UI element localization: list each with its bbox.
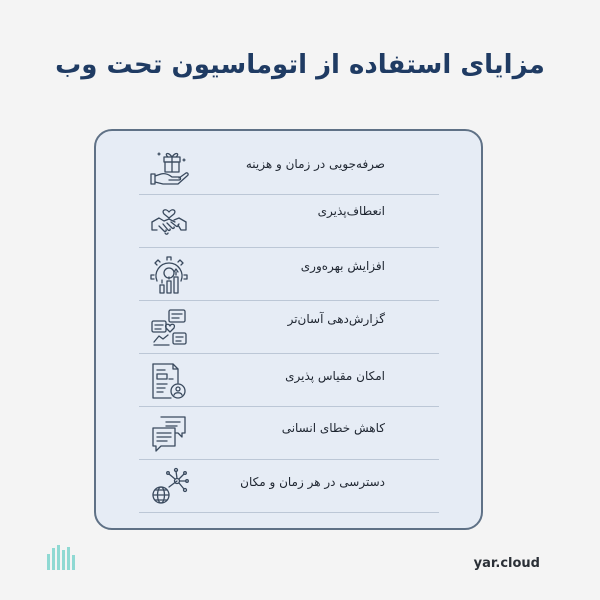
benefit-row-anywhere-access <box>139 459 439 513</box>
page-title: مزایای استفاده از اتوماسیون تحت وب <box>55 50 545 80</box>
benefit-row-flexibility <box>139 194 439 248</box>
benefit-label: امکان مقیاس پذیری <box>285 369 385 383</box>
benefit-label: دسترسی در هر زمان و مکان <box>240 475 385 489</box>
gear-growth-icon <box>149 255 189 295</box>
benefit-label: صرفه‌جویی در زمان و هزینه <box>245 157 385 171</box>
benefit-label: انعطاف‌پذیری <box>317 204 385 218</box>
benefit-row-scalability <box>139 353 439 407</box>
brand-name[interactable]: yar.cloud <box>473 556 540 571</box>
document-scale-icon <box>149 361 189 401</box>
benefits-card <box>94 129 483 530</box>
benefit-label: گزارش‌دهی آسان‌تر <box>287 312 385 326</box>
benefit-row-productivity <box>139 247 439 301</box>
benefit-row-reporting <box>139 300 439 354</box>
chat-bubbles-icon <box>149 414 189 454</box>
gift-hand-icon <box>149 149 189 189</box>
brand-logo <box>46 544 76 570</box>
benefit-label: افزایش بهره‌وری <box>300 259 385 273</box>
benefit-row-human-error <box>139 406 439 460</box>
report-chat-icon <box>149 308 189 348</box>
benefit-row-cost-saving <box>139 141 439 195</box>
handshake-heart-icon <box>149 202 189 242</box>
globe-network-icon <box>149 467 189 507</box>
benefit-label: کاهش خطای انسانی <box>281 421 385 435</box>
